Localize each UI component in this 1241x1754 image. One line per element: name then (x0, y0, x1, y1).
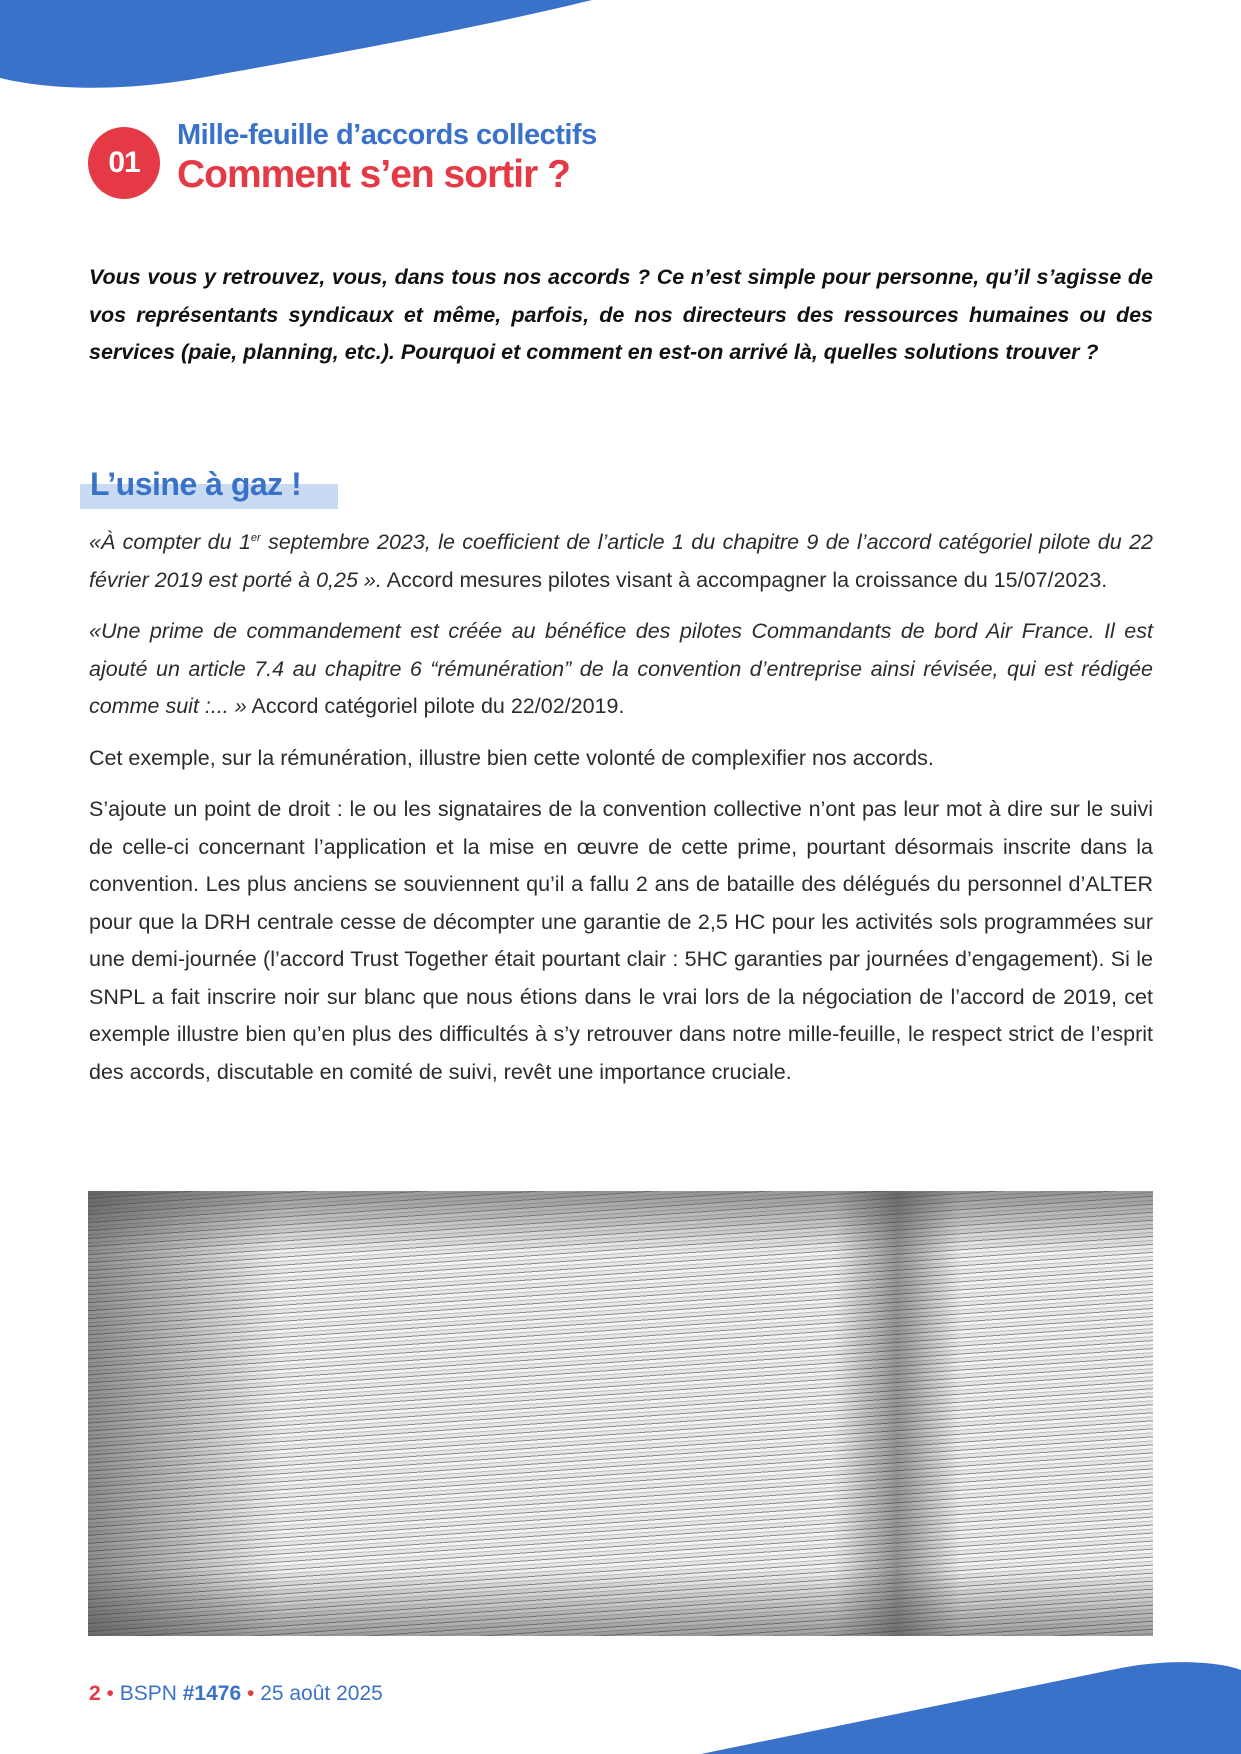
superscript: er (250, 531, 261, 544)
section-heading-text: L’usine à gaz ! (90, 466, 302, 502)
top-decorative-wave (0, 0, 600, 90)
quote-text: «Une prime de commandement est créée au bénéfice des pilotes Commandants de bord Air France. Il est ajouté un article 7.4 au chapitre 6 “rémunération” de la convention d’entreprise ainsi révisée, qui est rédigée comme suit :... » (89, 619, 1153, 718)
section-number-badge: 01 (88, 127, 160, 199)
separator: • (241, 1682, 261, 1705)
bottom-decorative-wave (701, 1662, 1241, 1754)
paragraph-quote-1 (89, 524, 1153, 599)
article-body (89, 524, 1153, 1105)
paragraph-3: Cet exemple, sur la rémunération, illustre bien cette volonté de complexifier nos accords. (89, 745, 934, 770)
paragraph-quote-2 (89, 613, 1153, 726)
stacked-binders-photo (88, 1191, 1153, 1636)
intro-paragraph: Vous vous y retrouvez, vous, dans tous nos accords ? Ce n’est simple pour personne, qu’il s’agisse de vos représentants syndicaux et même, parfois, de nos directeurs des ressources humaines ou des services (paie, planning, etc.). Pourquoi et comment en est-on arrivé là, quelles solutions trouver ? (89, 265, 1153, 364)
issue-number: #1476 (182, 1682, 242, 1705)
issue-date: 25 août 2025 (260, 1682, 383, 1705)
publication-name: BSPN (119, 1682, 183, 1705)
page-footer (89, 1682, 383, 1706)
section-kicker: Mille-feuille d’accords collectifs (177, 119, 597, 151)
page-number: 2 (89, 1682, 101, 1705)
quote-source: Accord catégoriel pilote du 22/02/2019. (246, 694, 625, 718)
page-title: Comment s’en sortir ? (177, 153, 570, 196)
section-heading (80, 466, 301, 503)
paragraph-4: S’ajoute un point de droit : le ou les signataires de la convention collective n’ont pas leur mot à dire sur le suivi de celle-ci concernant l’application et la mise en œuvre de cette prime, pourtant désormais inscrite dans la convention. Les plus anciens se souviennent qu’il a fallu 2 ans de bataille des délégués du personnel d’ALTER pour que la DRH centrale cesse de décompter une garantie de 2,5 HC pour les activités sols programmées sur une demi-journée (l’accord Trust Together était pourtant clair : 5HC garanties par journées d’engagement). Si le SNPL a fait inscrire noir sur blanc que nous étions dans le vrai lors de la négociation de l’accord de 2019, cet exemple illustre bien qu’en plus des difficultés à s’y retrouver dans notre mille-feuille, le respect strict de l’esprit des accords, discutable en comité de suivi, revêt une importance cruciale. (89, 797, 1153, 1084)
separator: • (100, 1682, 120, 1705)
quote-text: «À compter du 1 (89, 530, 251, 554)
quote-text: septembre 2023, le coefficient de l’article 1 du chapitre 9 de l’accord catégoriel pilote du 22 février 2019 est porté à 0,25 ». (89, 530, 1153, 592)
quote-source: Accord mesures pilotes visant à accompagner la croissance du 15/07/2023. (381, 567, 1108, 592)
